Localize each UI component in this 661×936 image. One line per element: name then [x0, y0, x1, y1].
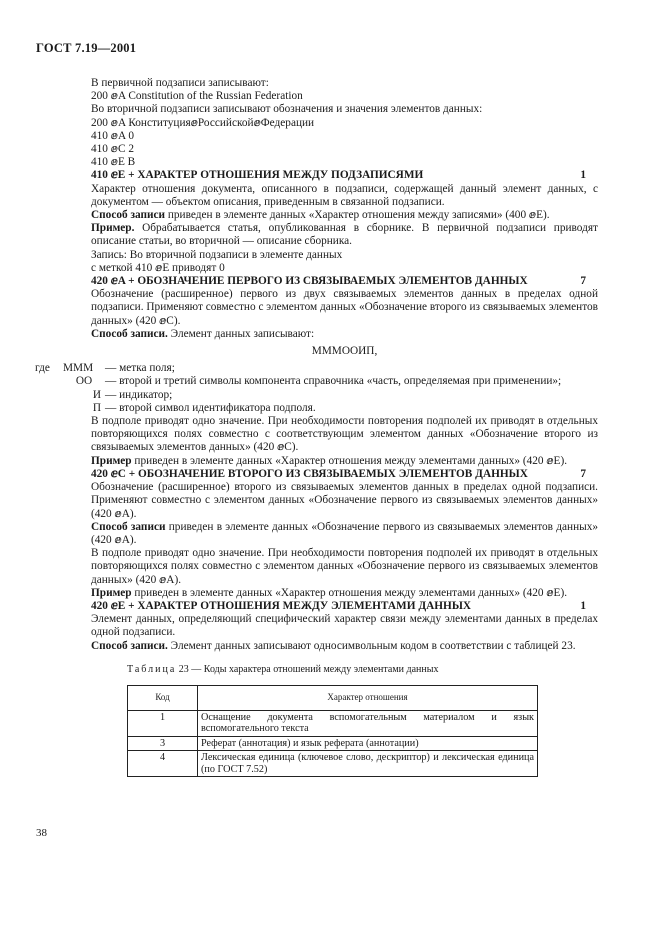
section-heading-number: 1 [580, 169, 586, 182]
page-number: 38 [36, 827, 47, 839]
paragraph [36, 587, 598, 600]
paragraph [36, 288, 598, 328]
paragraph [36, 183, 598, 209]
table-header-row [128, 685, 538, 710]
definition-list [35, 362, 598, 415]
text-line: Во вторичной подзаписи записывают обозначения и значения элементов данных: [91, 103, 483, 116]
section-heading-text: 420 ⅇA + ОБОЗНАЧЕНИЕ ПЕРВОГО ИЗ СВЯЗЫВАЕМЫХ ЭЛЕМЕНТОВ ДАННЫХ [91, 275, 528, 288]
table-caption-text: 23 — Коды характера отношений между элементами данных [176, 663, 439, 675]
codes-table [127, 685, 538, 778]
paragraph-text: Элемент данных записывают односимвольным кодом в соответствии с таблицей 23. [167, 639, 576, 652]
paragraph [36, 640, 598, 653]
section-heading-number: 7 [580, 275, 586, 288]
definition-text: — второй символ идентификатора подполя. [105, 401, 316, 414]
page-body [35, 77, 599, 777]
table-row [128, 751, 538, 777]
description-cell: Реферат (аннотация) и язык реферата (аннотации) [198, 736, 538, 751]
format-formula: МММООИП, [311, 345, 378, 358]
paragraph [36, 415, 598, 455]
text-line: 200 ⅇA Constitution of the Russian Federation [91, 90, 303, 103]
column-header: Характер отношения [198, 685, 538, 710]
paragraph [36, 547, 598, 587]
paragraph [36, 481, 598, 521]
definition-row [35, 402, 598, 415]
definition-row [35, 362, 598, 375]
bold-lead: Способ записи. [91, 327, 168, 340]
table-row [128, 736, 538, 751]
paragraph [36, 521, 598, 547]
paragraph [91, 328, 598, 341]
description-cell: Оснащение документа вспомогательным материалом и язык вспомогательного текста [198, 710, 538, 736]
text-line: с меткой 410 ⅇE приводят 0 [91, 261, 225, 274]
definition-text: — индикатор; [105, 388, 173, 401]
where-label: где [35, 362, 50, 375]
definition-text: — второй и третий символы компонента справочника «часть, определяемая при применении»; [105, 375, 562, 388]
standard-header: ГОСТ 7.19—2001 [36, 41, 137, 55]
paragraph-text: Характер отношения документа, описанного в подзаписи, содержащей данный элемент данных, с документом — объектом описания, приведенным в связанной подзаписи. [91, 182, 598, 208]
code-cell: 1 [128, 710, 198, 736]
paragraph-text: приведен в элементе данных «Характер отношения между элементами данных» (420 ⅇE). [131, 586, 568, 599]
section-heading [91, 275, 598, 288]
bold-lead: Пример [91, 586, 132, 599]
paragraph-text: Обозначение (расширенное) первого из двух связываемых элементов данных в пределах одной подзаписи. Применяют совместно с элементом данных «Обозначение второго из связываемых элементов данных» (420 ⅇC). [91, 288, 598, 327]
paragraph [36, 455, 598, 468]
bold-lead: Способ записи [91, 520, 166, 533]
section-heading [91, 600, 598, 613]
definition-key: П [92, 401, 101, 414]
definition-key: ОО [75, 375, 93, 388]
table-caption-label: Таблица [127, 663, 177, 675]
paragraph-text: Элемент данных, определяющий специфический характер связи между элементами данных в пределах одной подзаписи. [91, 613, 598, 639]
bold-lead: Пример [91, 454, 132, 467]
text-line: 410 ⅇE B [91, 156, 136, 169]
paragraph-text: В подполе приводят одно значение. При необходимости повторения подполей их приводят в отдельных повторяющихся полях совместно с элементом данных «Обозначение первого из связываемых элементов данных» (420 ⅇA). [91, 547, 598, 586]
section-heading [91, 468, 598, 481]
text-line: 410 ⅇA 0 [91, 129, 134, 142]
table-caption [127, 663, 598, 676]
text-line: 200 ⅇA КонституцияⅇРоссийскойⅇФедерации [91, 116, 315, 129]
table-row [128, 710, 538, 736]
paragraph-text: Обозначение (расширенное) второго из связываемых элементов данных в пределах одной подзаписи. Применяют совместно с элементом данных «Обозначение первого из связываемых элементов данных» (420 ⅇA). [91, 481, 598, 520]
section-heading-text: 410 ⅇE + ХАРАКТЕР ОТНОШЕНИЯ МЕЖДУ ПОДЗАПИСЯМИ [91, 169, 424, 182]
paragraph [36, 222, 598, 248]
section-heading-number: 7 [580, 467, 586, 480]
section-heading [91, 169, 598, 182]
definition-key: МММ [63, 362, 94, 375]
definition-text: — метка поля; [105, 362, 175, 375]
paragraph [36, 613, 598, 639]
column-header: Код [128, 685, 198, 710]
text-line: Запись: Во вторичной подзаписи в элементе данных [91, 248, 343, 261]
bold-lead: Способ записи [91, 209, 166, 222]
paragraph-text: Элемент данных записывают: [167, 327, 315, 340]
bold-lead: Способ записи. [91, 639, 168, 652]
description-cell: Лексическая единица (ключевое слово, дескриптор) и лексическая единица (по ГОСТ 7.52) [198, 751, 538, 777]
paragraph [91, 209, 598, 222]
section-heading-number: 1 [580, 599, 586, 612]
text-line: В первичной подзаписи записывают: [91, 77, 269, 89]
definition-key: И [92, 388, 101, 401]
text-line: 410 ⅇC 2 [91, 143, 134, 156]
paragraph-text: приведен в элементе данных «Характер отношения между элементами данных» (420 ⅇE). [131, 454, 568, 467]
section-heading-text: 420 ⅇC + ОБОЗНАЧЕНИЕ ВТОРОГО ИЗ СВЯЗЫВАЕМЫХ ЭЛЕМЕНТОВ ДАННЫХ [91, 467, 528, 480]
code-cell: 3 [128, 736, 198, 751]
paragraph-text: приведен в элементе данных «Характер отношения между записями» (400 ⅇE). [165, 209, 550, 222]
paragraph-text: Обрабатывается статья, опубликованная в сборнике. В первичной подзаписи приводят описание статьи, во вторичной — описание сборника. [91, 222, 598, 248]
section-heading-text: 420 ⅇE + ХАРАКТЕР ОТНОШЕНИЯ МЕЖДУ ЭЛЕМЕНТАМИ ДАННЫХ [91, 599, 472, 612]
code-cell: 4 [128, 751, 198, 777]
paragraph-text: В подполе приводят одно значение. При необходимости повторения подполей их приводят в отдельных повторяющихся полях совместно с соответствующим элементом данных «Обозначение второго из связываемых элементов данных» (420 ⅇC). [91, 415, 598, 454]
definition-row [35, 389, 598, 402]
bold-lead: Пример. [91, 222, 135, 235]
definition-row [35, 375, 598, 388]
paragraph-text: приведен в элементе данных «Обозначение первого из связываемых элементов данных» (420 ⅇA). [91, 520, 599, 546]
